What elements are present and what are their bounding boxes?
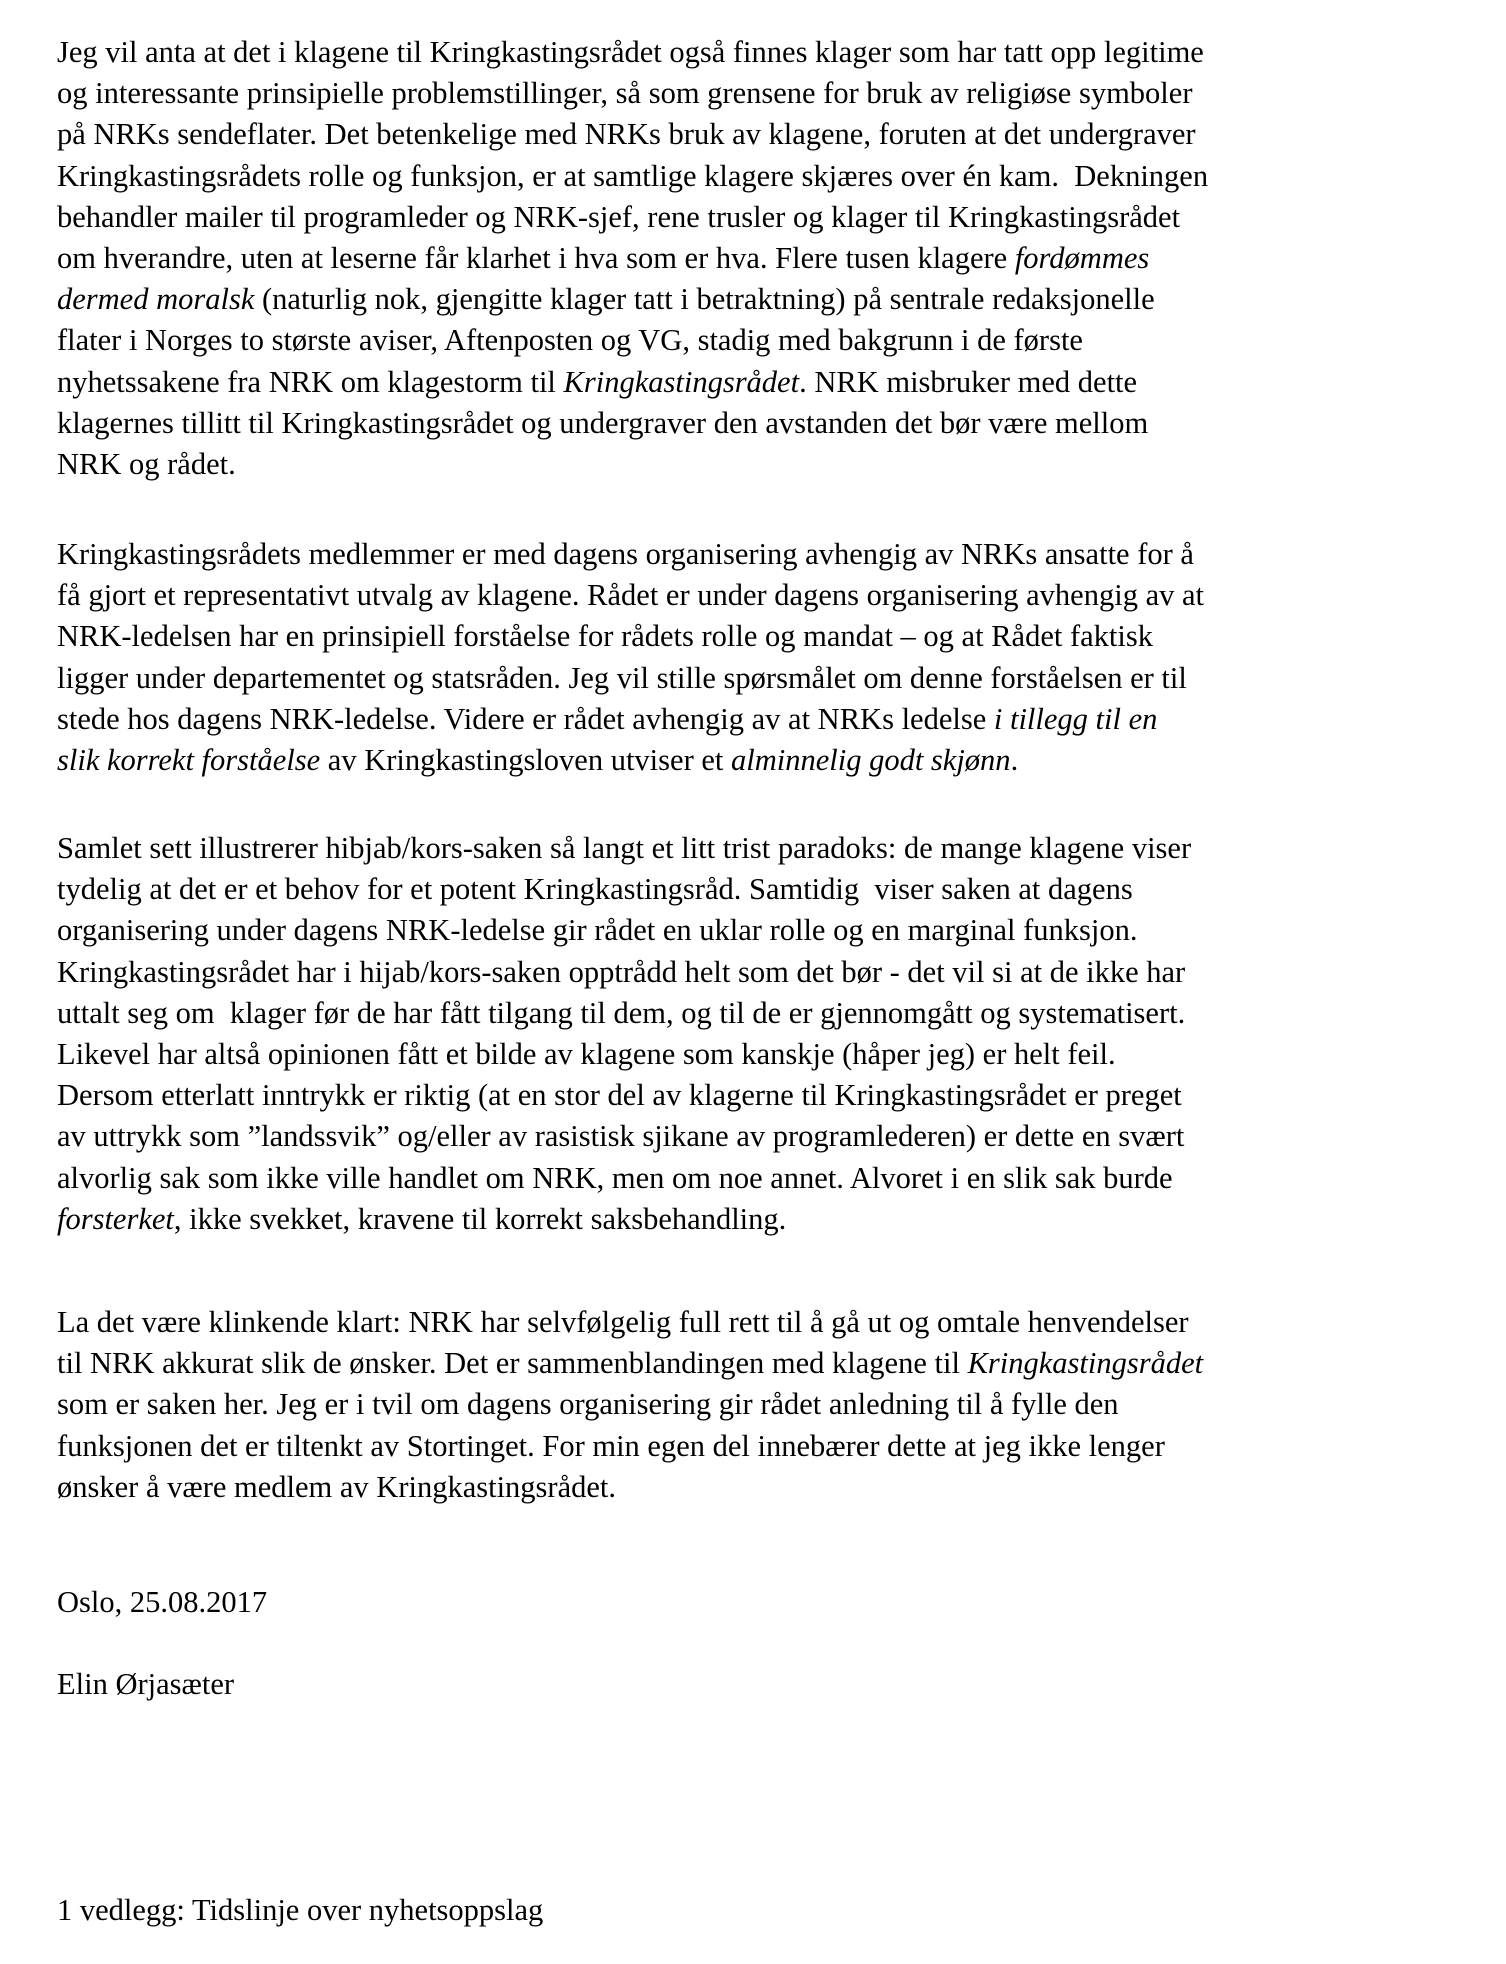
text-run: Kringkastingsrådets medlemmer er med dagens organisering avhengig av NRKs ansatte for å xyxy=(57,537,1194,571)
text-line xyxy=(57,952,1497,993)
text-run: på NRKs sendeflater. Det betenkelige med NRKs bruk av klagene, foruten at det undergraver xyxy=(57,117,1196,152)
italic-text-run: dermed moralsk xyxy=(57,282,255,317)
text-line xyxy=(57,320,1497,361)
text-run: få gjort et representativt utvalg av klagene. Rådet er under dagens organisering avhengig av at xyxy=(57,578,1204,613)
text-line xyxy=(57,910,1497,951)
text-run: . xyxy=(1010,742,1019,777)
text-run: (naturlig nok, gjengitte klager tatt i betraktning) på sentrale redaksjonelle xyxy=(254,282,1155,317)
text-run: tydelig at det er et behov for et potent Kringkastingsråd. Samtidig viser saken at dagens xyxy=(57,872,1133,907)
paragraph-1 xyxy=(57,32,1497,485)
text-line xyxy=(57,1075,1497,1116)
text-line xyxy=(57,1199,1497,1240)
attachment-note: 1 vedlegg: Tidslinje over nyhetsoppslag xyxy=(57,1893,544,1927)
text-line xyxy=(57,740,1497,781)
text-line xyxy=(57,1343,1497,1384)
text-run: funksjonen det er tiltenkt av Stortinget. For min egen del innebærer dette at jeg ikke lenger xyxy=(57,1428,1165,1463)
text-run: til NRK akkurat slik de ønsker. Det er sammenblandingen med klagene til xyxy=(57,1346,968,1381)
text-run: om hverandre, uten at leserne får klarhet i hva som er hva. Flere tusen klagere xyxy=(57,240,1015,275)
text-run: Kringkastingsrådet har i hijab/kors-saken opptrådd helt som det bør - det vil si at de ikke har xyxy=(57,954,1186,989)
text-line xyxy=(57,73,1497,114)
text-run: nyhetssakene fra NRK om klagestorm til xyxy=(57,364,564,399)
italic-text-run: Kringkastingsrådet xyxy=(563,364,800,399)
text-run: av Kringkastingsloven utviser et xyxy=(320,742,731,777)
text-line xyxy=(57,279,1497,320)
text-line xyxy=(57,616,1497,657)
text-run: av uttrykk som ”landssvik” og/eller av rasistisk sjikane av programlederen) er dette en svært xyxy=(57,1119,1185,1154)
text-line xyxy=(57,238,1497,279)
text-line xyxy=(57,1116,1497,1157)
text-run: behandler mailer til programleder og NRK-sjef, rene trusler og klager til Kringkastingsrådet xyxy=(57,199,1181,234)
text-line xyxy=(57,993,1497,1034)
text-run: Jeg vil anta at det i klagene til Kringkastingsrådet også finnes klager som har tatt opp legitime xyxy=(57,35,1204,69)
text-run: som er saken her. Jeg er i tvil om dagens organisering gir rådet anledning til å fylle den xyxy=(57,1387,1119,1422)
signature: Elin Ørjasæter xyxy=(57,1667,235,1701)
text-line xyxy=(57,1158,1497,1199)
text-line xyxy=(57,1302,1497,1343)
place-date: Oslo, 25.08.2017 xyxy=(57,1585,268,1619)
text-line xyxy=(57,197,1497,238)
text-run: , ikke svekket, kravene til korrekt saksbehandling. xyxy=(173,1201,787,1236)
text-line xyxy=(57,114,1497,155)
text-run: organisering under dagens NRK-ledelse gir rådet en uklar rolle og en marginal funksjon. xyxy=(57,913,1138,948)
text-run: flater i Norges to største aviser, Aftenposten og VG, stadig med bakgrunn i de første xyxy=(57,323,1083,358)
text-run: alvorlig sak som ikke ville handlet om NRK, men om noe annet. Alvoret i en slik sak burde xyxy=(57,1160,1173,1195)
text-run: NRK og rådet. xyxy=(57,446,236,481)
italic-text-run: slik korrekt forståelse xyxy=(57,742,321,777)
text-run: Dersom etterlatt inntrykk er riktig (at en stor del av klagerne til Kringkastingsrådet er preget xyxy=(57,1078,1182,1113)
paragraph-3 xyxy=(57,828,1497,1240)
text-line xyxy=(57,156,1497,197)
text-line xyxy=(57,534,1497,575)
text-run: . NRK misbruker med dette xyxy=(799,364,1138,399)
text-line xyxy=(57,403,1497,444)
text-line xyxy=(57,828,1497,869)
text-run: La det være klinkende klart: NRK har selvfølgelig full rett til å gå ut og omtale henvendelser xyxy=(57,1305,1189,1339)
text-run: klagernes tillitt til Kringkastingsrådet og undergraver den avstanden det bør være mellom xyxy=(57,405,1149,440)
text-run: Samlet sett illustrerer hibjab/kors-saken så langt et litt trist paradoks: de mange klagene viser xyxy=(57,831,1192,865)
text-line xyxy=(57,1034,1497,1075)
text-run: Kringkastingsrådets rolle og funksjon, er at samtlige klagere skjæres over én kam. Dekningen xyxy=(57,158,1209,193)
text-line xyxy=(57,1426,1497,1467)
italic-text-run: forsterket xyxy=(57,1201,174,1236)
text-run: uttalt seg om klager før de har fått tilgang til dem, og til de er gjennomgått og systematisert. xyxy=(57,995,1186,1030)
text-line xyxy=(57,699,1497,740)
text-run: Likevel har altså opinionen fått et bilde av klagene som kanskje (håper jeg) er helt feil. xyxy=(57,1036,1116,1071)
paragraph-4 xyxy=(57,1302,1497,1508)
text-line xyxy=(57,1467,1497,1508)
italic-text-run: alminnelig godt skjønn xyxy=(730,742,1011,777)
italic-text-run: i tillegg til en xyxy=(993,701,1158,736)
text-run: og interessante prinsipielle problemstillinger, så som grensene for bruk av religiøse symboler xyxy=(57,76,1193,111)
text-run: ligger under departementet og statsråden. Jeg vil stille spørsmålet om denne forståelsen er til xyxy=(57,660,1187,695)
italic-text-run: Kringkastingsrådet xyxy=(967,1346,1204,1381)
text-line xyxy=(57,1384,1497,1425)
text-line xyxy=(57,575,1497,616)
text-run: ønsker å være medlem av Kringkastingsrådet. xyxy=(57,1469,617,1504)
italic-text-run: fordømmes xyxy=(1014,240,1150,275)
text-line xyxy=(57,362,1497,403)
text-line xyxy=(57,658,1497,699)
text-line xyxy=(57,869,1497,910)
text-line xyxy=(57,32,1497,73)
text-line xyxy=(57,444,1497,485)
text-run: stede hos dagens NRK-ledelse. Videre er rådet avhengig av at NRKs ledelse xyxy=(57,701,994,736)
paragraph-2 xyxy=(57,534,1497,781)
text-run: NRK-ledelsen har en prinsipiell forståelse for rådets rolle og mandat – og at Rådet faktisk xyxy=(57,619,1153,654)
